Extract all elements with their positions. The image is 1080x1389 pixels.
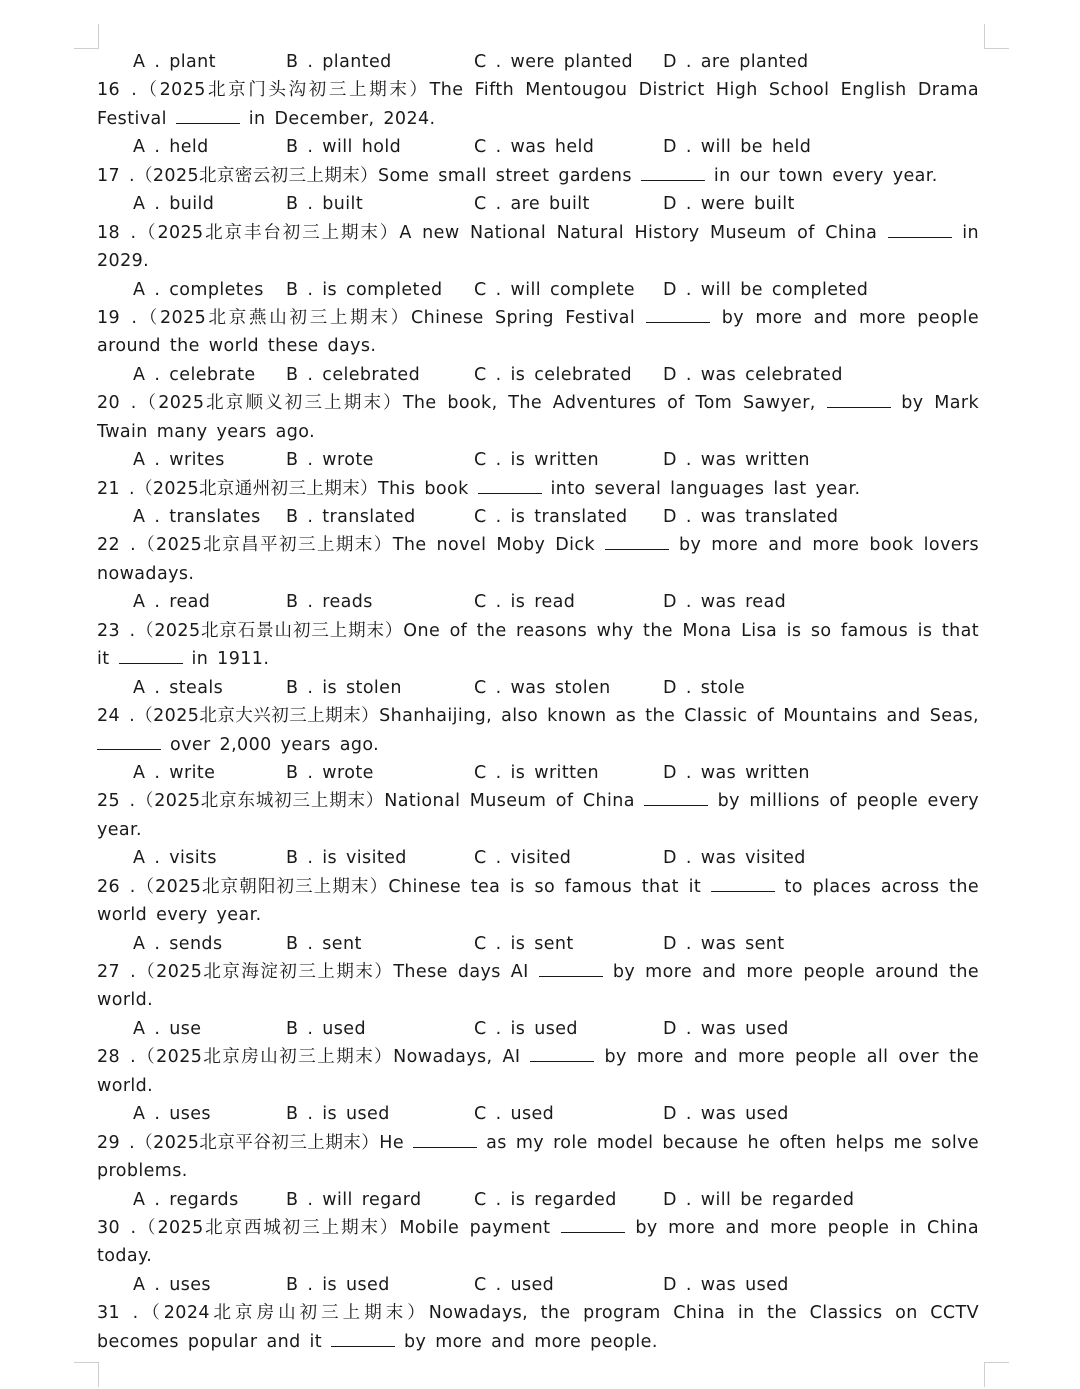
question-text: world every year. <box>97 905 262 926</box>
question-text: 16 .（2025北京门头沟初三上期末）The Fifth Mentougou District High School English Drama <box>97 80 979 101</box>
question-text: 20 .（2025北京顺义初三上期末）The book, The Adventures of Tom Sawyer, <box>97 393 827 414</box>
option-b: B . will regard <box>286 1189 422 1210</box>
option-a: A . translates <box>133 507 261 527</box>
question-text: 30 .（2025北京西城初三上期末）Mobile payment <box>97 1217 561 1238</box>
question-line <box>97 702 979 730</box>
question-text: in <box>962 222 979 243</box>
option-a: A . read <box>133 592 211 613</box>
question-line <box>97 787 979 815</box>
options-row <box>97 1186 979 1214</box>
answer-blank <box>644 788 708 806</box>
answer-blank <box>331 1329 395 1347</box>
answer-blank <box>478 476 542 494</box>
option-a: A . uses <box>133 1274 211 1295</box>
question-line <box>97 389 979 417</box>
option-a: A . use <box>133 1018 202 1039</box>
question-line <box>97 560 979 588</box>
option-b: B . sent <box>286 933 362 954</box>
option-c: C . were planted <box>474 52 634 72</box>
question-text: 31 .（2024北京房山初三上期末）Nowadays, the program China in the Classics on CCTV <box>97 1303 979 1324</box>
option-a: A . sends <box>133 933 223 954</box>
question-text: year. <box>97 819 142 840</box>
option-b: B . is used <box>286 1104 390 1125</box>
question-line <box>97 873 979 901</box>
question-text: becomes popular and it <box>97 1331 332 1352</box>
question-line <box>97 105 979 133</box>
option-a: A . held <box>133 137 209 158</box>
question-text: into several languages last year. <box>550 478 861 499</box>
question-line <box>97 332 979 360</box>
answer-blank <box>539 959 603 977</box>
options-row <box>97 1271 979 1299</box>
question-line <box>97 1043 979 1071</box>
question-text: 26 .（2025北京朝阳初三上期末）Chinese tea is so famous that it <box>97 876 711 897</box>
option-c: C . is read <box>474 592 576 613</box>
question-line <box>97 1242 979 1270</box>
question-text: 17 .（2025北京密云初三上期末）Some small street gardens <box>97 165 641 186</box>
option-c: C . are built <box>474 194 590 215</box>
options-row <box>97 503 979 531</box>
answer-blank <box>646 305 710 323</box>
question-text: 24 .（2025北京大兴初三上期末）Shanhaijing, also known as the Classic of Mountains and Seas, <box>97 706 979 727</box>
option-d: D . will be held <box>663 137 812 158</box>
question-text: 29 .（2025北京平谷初三上期末）He <box>97 1132 414 1153</box>
option-d: D . was sent <box>663 933 785 954</box>
option-d: D . was written <box>663 450 810 471</box>
option-a: A . visits <box>133 848 217 869</box>
question-line <box>97 1299 979 1327</box>
question-text: by more and more people <box>721 307 979 328</box>
question-line <box>97 1129 979 1157</box>
exercise-document <box>97 48 979 1356</box>
option-d: D . was visited <box>663 848 806 869</box>
option-b: B . is completed <box>286 279 443 300</box>
option-a: A . steals <box>133 677 224 698</box>
option-c: C . was held <box>474 137 595 158</box>
option-a: A . writes <box>133 450 225 471</box>
option-b: B . planted <box>286 52 392 72</box>
crop-mark-bottom-left <box>74 1362 99 1387</box>
crop-mark-top-right <box>984 24 1009 49</box>
options-row <box>97 190 979 218</box>
question-line <box>97 219 979 247</box>
answer-blank <box>413 1130 477 1148</box>
option-c: C . is celebrated <box>474 364 633 385</box>
options-row <box>97 844 979 872</box>
question-text: in December, 2024. <box>248 108 436 129</box>
option-a: A . uses <box>133 1104 211 1125</box>
question-text: Twain many years ago. <box>97 421 316 442</box>
question-line <box>97 76 979 104</box>
option-b: B . built <box>286 194 364 215</box>
question-line <box>97 531 979 559</box>
option-c: C . will complete <box>474 279 635 300</box>
question-text: 23 .（2025北京石景山初三上期末）One of the reasons why the Mona Lisa is so famous is that <box>97 620 979 641</box>
option-d: D . was used <box>663 1274 789 1295</box>
question-line <box>97 958 979 986</box>
question-text: nowadays. <box>97 563 195 584</box>
question-text: 25 .（2025北京东城初三上期末）National Museum of China <box>97 791 645 812</box>
option-b: B . wrote <box>286 762 374 783</box>
question-line <box>97 816 979 844</box>
option-b: B . celebrated <box>286 364 421 385</box>
question-text: 21 .（2025北京通州初三上期末）This book <box>97 478 478 499</box>
question-line <box>97 475 979 503</box>
option-a: A . completes <box>133 279 264 300</box>
options-row <box>97 759 979 787</box>
option-c: C . is regarded <box>474 1189 617 1210</box>
options-row <box>97 1100 979 1128</box>
question-text: 2029. <box>97 251 150 272</box>
answer-blank <box>176 106 240 124</box>
option-d: D . are planted <box>663 52 809 72</box>
question-text: 18 .（2025北京丰台初三上期末）A new National Natural History Museum of China <box>97 222 888 243</box>
option-b: B . translated <box>286 507 416 527</box>
option-c: C . is written <box>474 450 600 471</box>
options-row <box>97 133 979 161</box>
question-line <box>97 418 979 446</box>
question-text: 19 .（2025北京燕山初三上期末）Chinese Spring Festival <box>97 307 647 328</box>
question-line <box>97 304 979 332</box>
options-row-15 <box>97 48 979 76</box>
option-a: A . write <box>133 762 216 783</box>
option-d: D . was celebrated <box>663 364 843 385</box>
option-d: D . will be completed <box>663 279 869 300</box>
option-d: D . was written <box>663 762 810 783</box>
answer-blank <box>711 874 775 892</box>
option-b: B . used <box>286 1018 366 1039</box>
answer-blank <box>561 1215 625 1233</box>
question-text: problems. <box>97 1161 188 1182</box>
option-b: B . wrote <box>286 450 374 471</box>
question-line <box>97 1157 979 1185</box>
question-text: in our town every year. <box>713 165 938 186</box>
question-text: 27 .（2025北京海淀初三上期末）These days AI <box>97 962 539 982</box>
answer-blank <box>97 732 161 750</box>
question-text: by more and more people around the <box>612 962 979 982</box>
question-line <box>97 617 979 645</box>
question-text: by Mark <box>901 393 979 414</box>
question-text: in 1911. <box>191 649 270 670</box>
question-text: world. <box>97 1075 154 1096</box>
options-row <box>97 276 979 304</box>
question-line <box>97 901 979 929</box>
question-text: over 2,000 years ago. <box>169 734 380 755</box>
option-a: A . plant <box>133 52 216 72</box>
question-text: it <box>97 649 119 670</box>
option-c: C . is sent <box>474 933 574 954</box>
question-text: by more and more people in China <box>635 1217 979 1238</box>
option-b: B . is visited <box>286 848 407 869</box>
crop-mark-top-left <box>74 24 99 49</box>
options-row <box>97 446 979 474</box>
answer-blank <box>641 163 705 181</box>
option-b: B . will hold <box>286 137 402 158</box>
option-d: D . was used <box>663 1104 789 1125</box>
option-b: B . reads <box>286 592 373 613</box>
question-line <box>97 1328 979 1356</box>
option-a: A . build <box>133 194 215 215</box>
question-text: world. <box>97 990 154 1011</box>
answer-blank <box>827 390 891 408</box>
question-text: by more and more people. <box>404 1331 658 1352</box>
option-b: B . is used <box>286 1274 390 1295</box>
options-row <box>97 674 979 702</box>
options-row <box>97 588 979 616</box>
question-line <box>97 1072 979 1100</box>
question-text: by more and more people all over the <box>604 1047 979 1068</box>
question-line <box>97 645 979 673</box>
question-text: to places across the <box>784 876 979 897</box>
answer-blank <box>605 532 669 550</box>
question-text: today. <box>97 1246 153 1267</box>
option-d: D . was translated <box>663 507 839 527</box>
options-row <box>97 930 979 958</box>
option-c: C . is used <box>474 1018 578 1039</box>
answer-blank <box>119 646 183 664</box>
option-d: D . was read <box>663 592 787 613</box>
option-d: D . were built <box>663 194 795 215</box>
option-b: B . is stolen <box>286 677 402 698</box>
option-c: C . is translated <box>474 507 628 527</box>
option-c: C . used <box>474 1104 555 1125</box>
option-c: C . is written <box>474 762 600 783</box>
question-text: by more and more book lovers <box>679 535 979 556</box>
answer-blank <box>530 1044 594 1062</box>
option-d: D . stole <box>663 677 746 698</box>
options-row <box>97 361 979 389</box>
options-row <box>97 1015 979 1043</box>
question-line <box>97 162 979 190</box>
question-line <box>97 986 979 1014</box>
option-a: A . celebrate <box>133 364 256 385</box>
option-c: C . was stolen <box>474 677 611 698</box>
question-line <box>97 731 979 759</box>
option-c: C . used <box>474 1274 555 1295</box>
question-text: 22 .（2025北京昌平初三上期末）The novel Moby Dick <box>97 535 605 556</box>
question-text: 28 .（2025北京房山初三上期末）Nowadays, AI <box>97 1047 531 1068</box>
option-d: D . will be regarded <box>663 1189 855 1210</box>
question-text: as my role model because he often helps me solve <box>486 1132 979 1153</box>
crop-mark-bottom-right <box>984 1362 1009 1387</box>
question-line <box>97 247 979 275</box>
question-line <box>97 1214 979 1242</box>
question-text: around the world these days. <box>97 336 377 357</box>
answer-blank <box>888 220 952 238</box>
option-c: C . visited <box>474 848 572 869</box>
question-text: Festival <box>97 108 176 129</box>
option-a: A . regards <box>133 1189 239 1210</box>
question-text: by millions of people every <box>717 791 979 812</box>
option-d: D . was used <box>663 1018 789 1039</box>
